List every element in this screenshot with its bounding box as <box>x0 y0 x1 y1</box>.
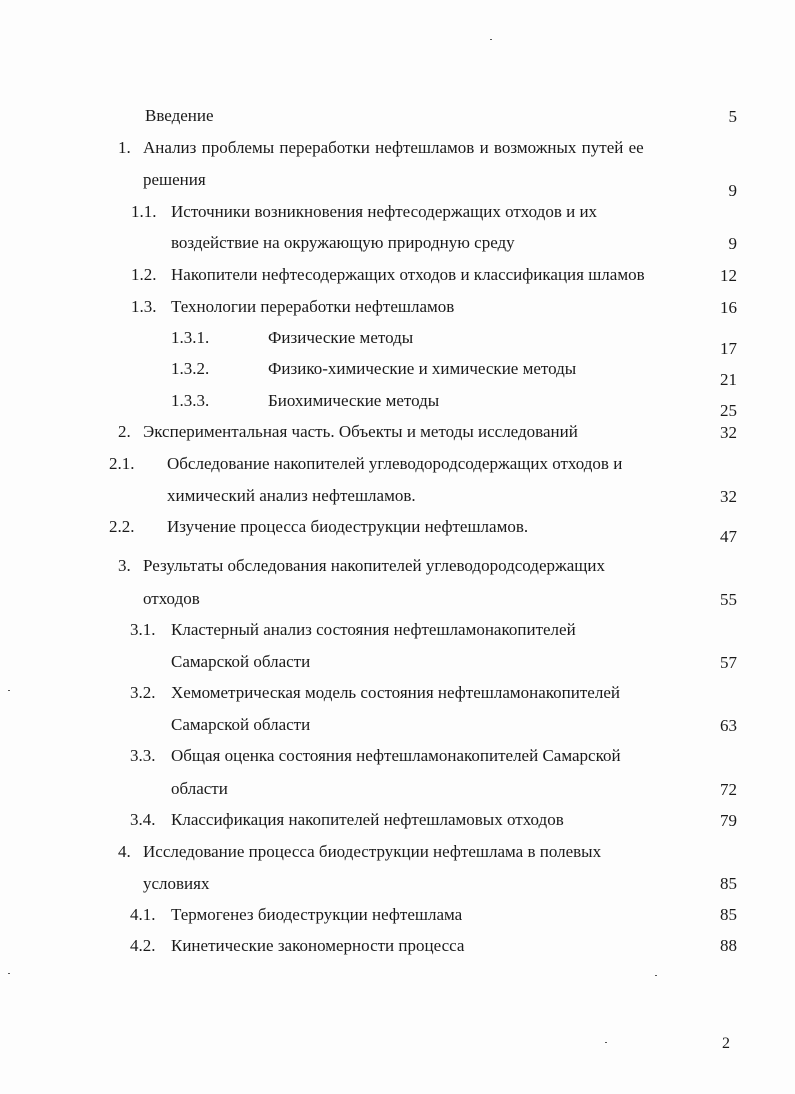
toc-s3-1-title-line2: Самарской области <box>171 652 311 671</box>
toc-s4-1-title: Термогенез биодеструкции нефтешлама <box>171 905 463 924</box>
toc-s1-3-1-title: Физические методы <box>268 328 414 347</box>
toc-s1-3-3-title: Биохимические методы <box>268 391 440 410</box>
toc-s3-2-title-line1: Хемометрическая модель состояния нефтешламонакопителей <box>171 683 620 702</box>
toc-s3-2-num: 3.2. <box>130 683 156 702</box>
scan-speck <box>490 39 492 40</box>
toc-s1-2-page: 12 <box>720 266 737 285</box>
toc-s1-num: 1. <box>118 138 131 157</box>
toc-s1-1-title-line2: воздействие на окружающую природную среду <box>171 233 515 252</box>
toc-s2-2-title: Изучение процесса биодеструкции нефтешламов. <box>167 517 529 536</box>
toc-s2-1-title-line2: химический анализ нефтешламов. <box>167 486 416 505</box>
toc-s3-3-num: 3.3. <box>130 746 156 765</box>
toc-s4-title-line1: Исследование процесса биодеструкции нефтешлама в полевых <box>143 842 602 861</box>
toc-s1-2-num: 1.2. <box>131 265 157 284</box>
toc-s2-page: 32 <box>720 423 737 442</box>
toc-s1-3-3-num: 1.3.3. <box>171 391 210 410</box>
toc-s1-2-title: Накопители нефтесодержащих отходов и классификация шламов <box>171 265 645 284</box>
scan-speck <box>8 973 10 974</box>
toc-intro-title: Введение <box>145 106 214 125</box>
toc-s1-3-title: Технологии переработки нефтешламов <box>171 297 455 316</box>
toc-s4-2-page: 88 <box>720 936 737 955</box>
toc-s1-3-3-page: 25 <box>720 401 737 420</box>
toc-s3-1-title-line1: Кластерный анализ состояния нефтешламонакопителей <box>171 620 576 639</box>
toc-s1-3-2-num: 1.3.2. <box>171 359 210 378</box>
toc-intro-page: 5 <box>728 107 737 126</box>
toc-s3-3-title-line1: Общая оценка состояния нефтешламонакопителей Самарской <box>171 746 621 765</box>
toc-s3-1-num: 3.1. <box>130 620 156 639</box>
toc-s2-1-page: 32 <box>720 487 737 506</box>
toc-s3-2-title-line2: Самарской области <box>171 715 311 734</box>
scan-speck <box>605 1042 607 1043</box>
toc-s2-1-title-line1: Обследование накопителей углеводородсодержащих отходов и <box>167 454 623 473</box>
toc-s1-3-2-title: Физико-химические и химические методы <box>268 359 577 378</box>
toc-s3-4-page: 79 <box>720 811 737 830</box>
scan-speck <box>655 975 657 976</box>
toc-s1-1-title-line1: Источники возникновения нефтесодержащих отходов и их <box>171 202 598 221</box>
toc-s1-1-page: 9 <box>728 234 737 253</box>
toc-s4-1-num: 4.1. <box>130 905 156 924</box>
toc-s3-4-title: Классификация накопителей нефтешламовых отходов <box>171 810 564 829</box>
toc-s3-3-page: 72 <box>720 780 737 799</box>
toc-s2-num: 2. <box>118 422 131 441</box>
toc-s1-page: 9 <box>728 181 737 200</box>
toc-s3-4-num: 3.4. <box>130 810 156 829</box>
toc-s4-title-line2: условиях <box>143 874 210 893</box>
toc-s3-3-title-line2: области <box>171 779 228 798</box>
toc-s1-3-page: 16 <box>720 298 737 317</box>
page-number: 2 <box>722 1035 730 1052</box>
toc-s3-page: 55 <box>720 590 737 609</box>
toc-s4-1-page: 85 <box>720 905 737 924</box>
toc-s4-2-title: Кинетические закономерности процесса <box>171 936 465 955</box>
toc-s4-num: 4. <box>118 842 131 861</box>
toc-s2-2-num: 2.2. <box>109 517 135 536</box>
toc-s3-title-line1: Результаты обследования накопителей углеводородсодержащих <box>143 556 605 575</box>
toc-s4-2-num: 4.2. <box>130 936 156 955</box>
toc-s3-2-page: 63 <box>720 716 737 735</box>
toc-s3-title-line2: отходов <box>143 589 200 608</box>
toc-s1-title-line1: Анализ проблемы переработки нефтешламов и возможных путей ее <box>143 138 644 157</box>
toc-s1-1-num: 1.1. <box>131 202 157 221</box>
toc-s1-3-1-num: 1.3.1. <box>171 328 210 347</box>
toc-s1-title-line2: решения <box>143 170 206 189</box>
toc-s2-title: Экспериментальная часть. Объекты и методы исследований <box>143 422 578 441</box>
toc-s1-3-2-page: 21 <box>720 370 737 389</box>
toc-s1-3-1-page: 17 <box>720 339 737 358</box>
toc-s2-2-page: 47 <box>720 527 737 546</box>
toc-s1-3-num: 1.3. <box>131 297 157 316</box>
scan-speck <box>8 690 10 691</box>
toc-s4-page: 85 <box>720 874 737 893</box>
toc-s3-num: 3. <box>118 556 131 575</box>
toc-s2-1-num: 2.1. <box>109 454 135 473</box>
toc-s3-1-page: 57 <box>720 653 737 672</box>
